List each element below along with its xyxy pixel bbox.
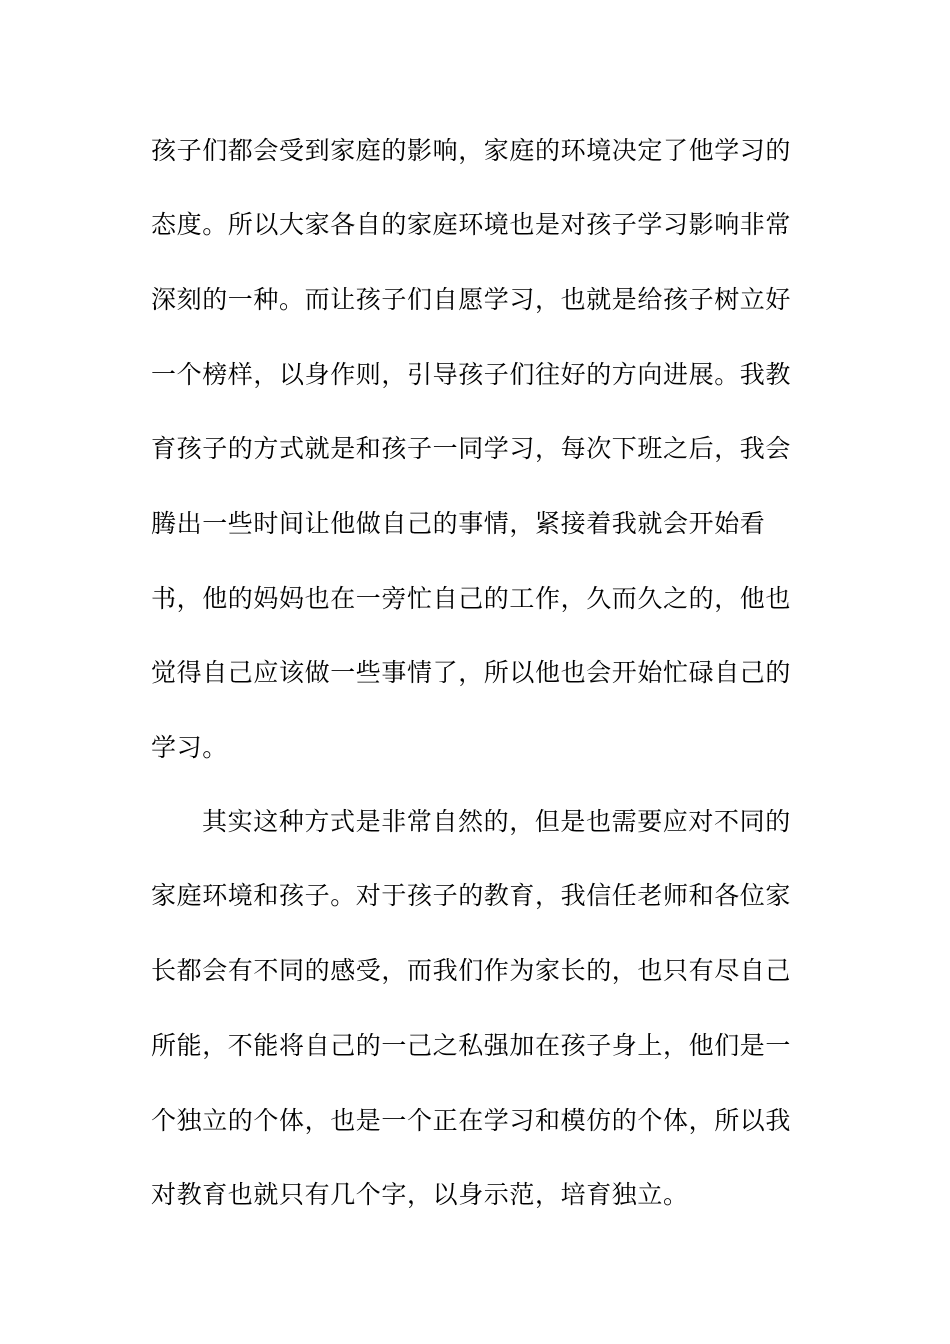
paragraph-2-line-4: 所能，不能将自己的一己之私强加在孩子身上，他们是一 — [151, 1031, 792, 1060]
paragraph-1-line-3: 深刻的一种。而让孩子们自愿学习，也就是给孩子树立好 — [151, 285, 792, 314]
paragraph-1-line-4: 一个榜样，以身作则，引导孩子们往好的方向进展。我教 — [151, 360, 792, 389]
paragraph-1-line-8: 觉得自己应该做一些事情了，所以他也会开始忙碌自己的 — [151, 658, 792, 687]
paragraph-1-line-9: 学习。 — [151, 733, 228, 762]
paragraph-2-line-6: 对教育也就只有几个字，以身示范，培育独立。 — [151, 1180, 689, 1209]
paragraph-2-line-3: 长都会有不同的感受，而我们作为家长的，也只有尽自己 — [151, 956, 792, 985]
paragraph-2-line-2: 家庭环境和孩子。对于孩子的教育，我信任老师和各位家 — [151, 881, 792, 910]
paragraph-2-line-1: 其实这种方式是非常自然的，但是也需要应对不同的 — [202, 807, 791, 836]
paragraph-1-line-6: 腾出一些时间让他做自己的事情，紧接着我就会开始看 — [151, 509, 766, 538]
paragraph-1-line-5: 育孩子的方式就是和孩子一同学习，每次下班之后，我会 — [151, 434, 792, 463]
paragraph-1-line-1: 孩子们都会受到家庭的影响，家庭的环境决定了他学习的 — [151, 136, 792, 165]
paragraph-1-line-2: 态度。所以大家各自的家庭环境也是对孩子学习影响非常 — [151, 210, 792, 239]
paragraph-1-line-7: 书，他的妈妈也在一旁忙自己的工作，久而久之的，他也 — [151, 584, 792, 613]
paragraph-2-line-5: 个独立的个体，也是一个正在学习和模仿的个体，所以我 — [151, 1106, 792, 1135]
